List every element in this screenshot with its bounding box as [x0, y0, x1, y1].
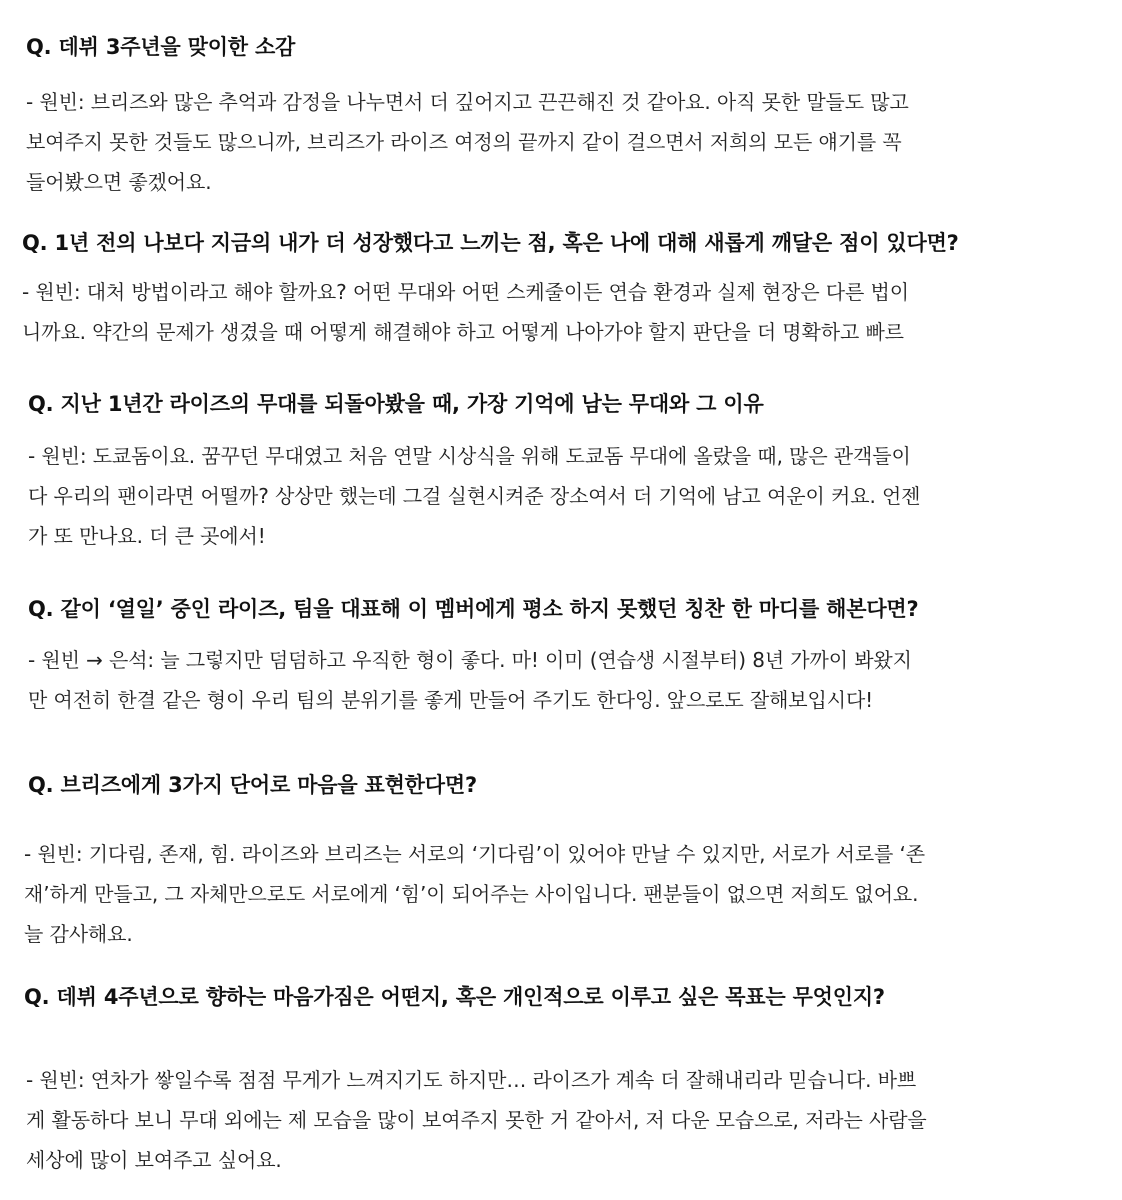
question-heading: Q. 지난 1년간 라이즈의 무대를 되돌아봤을 때, 가장 기억에 남는 무대와 그 이유 — [28, 392, 764, 416]
answer-paragraph — [24, 834, 925, 954]
answer-paragraph — [26, 82, 909, 202]
answer-line: 늘 감사해요. — [24, 922, 133, 946]
answer-line: 가 또 만나요. 더 큰 곳에서! — [28, 524, 266, 548]
answer-line: - 원빈: 기다림, 존재, 힘. 라이즈와 브리즈는 서로의 ‘기다림’이 있어야 만날 수 있지만, 서로가 서로를 ‘존 — [24, 842, 925, 866]
answer-paragraph — [28, 640, 912, 720]
answer-line: - 원빈: 도쿄돔이요. 꿈꾸던 무대였고 처음 연말 시상식을 위해 도쿄돔 무대에 올랐을 때, 많은 관객들이 — [28, 444, 911, 468]
answer-line: - 원빈 → 은석: 늘 그렇지만 덤덤하고 우직한 형이 좋다. 마! 이미 (연습생 시절부터) 8년 가까이 봐왔지 — [28, 648, 912, 672]
question-heading: Q. 데뷔 3주년을 맞이한 소감 — [26, 35, 296, 59]
answer-paragraph — [26, 1060, 927, 1180]
question-heading: Q. 1년 전의 나보다 지금의 내가 더 성장했다고 느끼는 점, 혹은 나에 대해 새롭게 깨달은 점이 있다면? — [22, 231, 959, 255]
answer-line: - 원빈: 연차가 쌓일수록 점점 무게가 느껴지기도 하지만… 라이즈가 계속 더 잘해내리라 믿습니다. 바쁘 — [26, 1068, 917, 1092]
answer-paragraph — [22, 272, 909, 352]
question-heading: Q. 브리즈에게 3가지 단어로 마음을 표현한다면? — [28, 773, 477, 797]
answer-line: - 원빈: 브리즈와 많은 추억과 감정을 나누면서 더 깊어지고 끈끈해진 것 같아요. 아직 못한 말들도 많고 — [26, 90, 909, 114]
answer-line: 만 여전히 한결 같은 형이 우리 팀의 분위기를 좋게 만들어 주기도 한다잉. 앞으로도 잘해보입시다! — [28, 688, 874, 712]
answer-line: 게 활동하다 보니 무대 외에는 제 모습을 많이 보여주지 못한 거 같아서, 저 다운 모습으로, 저라는 사람을 — [26, 1108, 927, 1132]
answer-line: 세상에 많이 보여주고 싶어요. — [26, 1148, 282, 1172]
question-heading: Q. 데뷔 4주년으로 향하는 마음가짐은 어떤지, 혹은 개인적으로 이루고 싶은 목표는 무엇인지? — [24, 985, 885, 1009]
answer-line: 들어봤으면 좋겠어요. — [26, 170, 212, 194]
answer-line: 니까요. 약간의 문제가 생겼을 때 어떻게 해결해야 하고 어떻게 나아가야 할지 판단을 더 명확하고 빠르 — [22, 320, 904, 344]
answer-line: 보여주지 못한 것들도 많으니까, 브리즈가 라이즈 여정의 끝까지 같이 걸으면서 저희의 모든 얘기를 꼭 — [26, 130, 902, 154]
answer-line: - 원빈: 대처 방법이라고 해야 할까요? 어떤 무대와 어떤 스케줄이든 연습 환경과 실제 현장은 다른 법이 — [22, 280, 909, 304]
question-heading: Q. 같이 ‘열일’ 중인 라이즈, 팀을 대표해 이 멤버에게 평소 하지 못했던 칭찬 한 마디를 해본다면? — [28, 597, 919, 621]
answer-line: 다 우리의 팬이라면 어떨까? 상상만 했는데 그걸 실현시켜준 장소여서 더 기억에 남고 여운이 커요. 언젠 — [28, 484, 921, 508]
answer-paragraph — [28, 436, 920, 556]
answer-line: 재’하게 만들고, 그 자체만으로도 서로에게 ‘힘’이 되어주는 사이입니다. 팬분들이 없으면 저희도 없어요. — [24, 882, 919, 906]
